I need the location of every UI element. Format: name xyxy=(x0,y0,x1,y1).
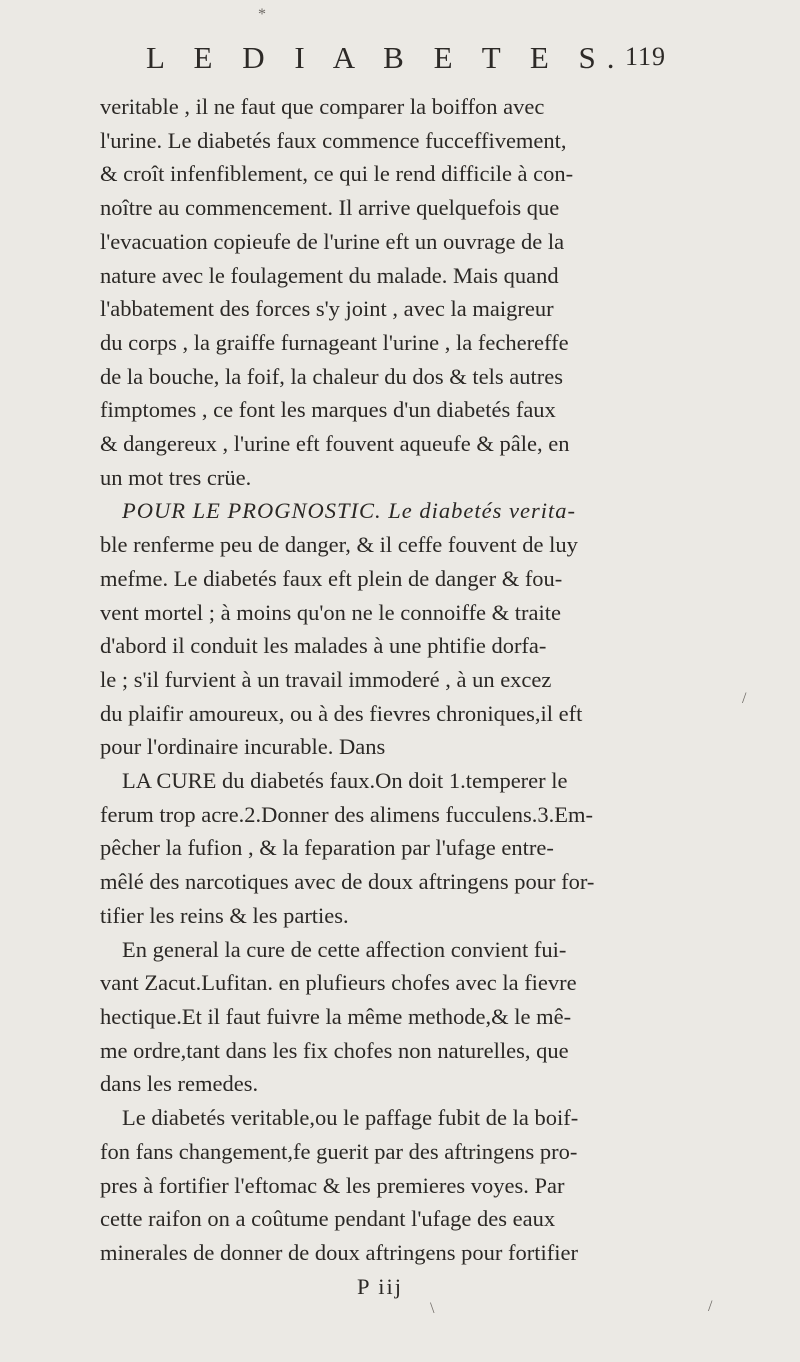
text-line: de la bouche, la foif, la chaleur du dos & tels autres xyxy=(100,363,563,389)
page-number: 119 xyxy=(624,42,666,71)
margin-mark-bottom-left: \ xyxy=(430,1300,435,1317)
text-line: vant Zacut.Lufitan. en plufieurs chofes avec la fievre xyxy=(100,970,577,996)
text-line: d'abord il conduit les malades à une phtifie dorfa- xyxy=(100,633,547,659)
text-line: pêcher la fufion , & la feparation par l'ufage entre- xyxy=(100,835,554,861)
margin-mark-bottom-right: / xyxy=(708,1298,713,1315)
text-line: pres à fortifier l'eftomac & les premieres voyes. Par xyxy=(100,1172,565,1198)
text-line: ble renferme peu de danger, & il ceffe fouvent de luy xyxy=(100,532,578,558)
text-line: fimptomes , ce font les marques d'un diabetés faux xyxy=(100,397,556,423)
text-line: hectique.Et il faut fuivre la même methode,& le mê- xyxy=(100,1003,572,1029)
text-line: me ordre,tant dans les fix chofes non naturelles, que xyxy=(100,1037,569,1063)
text-line: cette raifon on a coûtume pendant l'ufage des eaux xyxy=(100,1206,556,1232)
text-line: un mot tres crüe. xyxy=(100,464,252,490)
section-heading-prognostic: POUR LE PROGNOSTIC. Le diabetés verita- xyxy=(122,498,576,524)
margin-mark-top: * xyxy=(258,6,266,23)
text-line: nature avec le foulagement du malade. Mais quand xyxy=(100,262,559,288)
running-header xyxy=(146,40,666,76)
text-line: le ; s'il furvient à un travail immoderé , à un excez xyxy=(100,666,552,692)
body-text xyxy=(100,90,660,1303)
text-line: mefme. Le diabetés faux eft plein de danger & fou- xyxy=(100,565,563,591)
text-line: Le diabetés veritable,ou le paffage fubit de la boif- xyxy=(122,1105,579,1131)
text-line: ferum trop acre.2.Donner des alimens fucculens.3.Em- xyxy=(100,801,593,827)
text-line: vent mortel ; à moins qu'on ne le connoiffe & traite xyxy=(100,599,562,625)
text-line: l'evacuation copieufe de l'urine eft un ouvrage de la xyxy=(100,228,565,254)
text-line: l'abbatement des forces s'y joint , avec la maigreur xyxy=(100,296,554,322)
margin-mark-right: / xyxy=(742,690,747,707)
running-title: L E D I A B E T E S. xyxy=(146,40,626,75)
text-line: & croît infenfiblement, ce qui le rend difficile à con- xyxy=(100,161,574,187)
text-line: mêlé des narcotiques avec de doux aftringens pour for- xyxy=(100,869,595,895)
text-line: du corps , la graiffe furnageant l'urine , la fechereffe xyxy=(100,329,569,355)
text-line: En general la cure de cette affection convient fui- xyxy=(122,936,567,962)
signature-mark: P iij xyxy=(356,1273,404,1299)
section-heading-cure: LA CURE du diabetés faux.On doit 1.temperer le xyxy=(122,768,568,794)
text-line: pour l'ordinaire incurable. Dans xyxy=(100,734,386,760)
text-line: tifier les reins & les parties. xyxy=(100,902,349,928)
text-line: l'urine. Le diabetés faux commence fucceffivement, xyxy=(100,127,567,153)
text-line: & dangereux , l'urine eft fouvent aqueufe & pâle, en xyxy=(100,431,570,457)
text-line: minerales de donner de doux aftringens pour fortifier xyxy=(100,1239,578,1265)
text-line: du plaifir amoureux, ou à des fievres chroniques,il eft xyxy=(100,700,583,726)
text-line: noître au commencement. Il arrive quelquefois que xyxy=(100,195,560,221)
text-line: fon fans changement,fe guerit par des aftringens pro- xyxy=(100,1138,578,1164)
text-line: veritable , il ne faut que comparer la boiffon avec xyxy=(100,94,545,119)
text-line: dans les remedes. xyxy=(100,1071,259,1097)
